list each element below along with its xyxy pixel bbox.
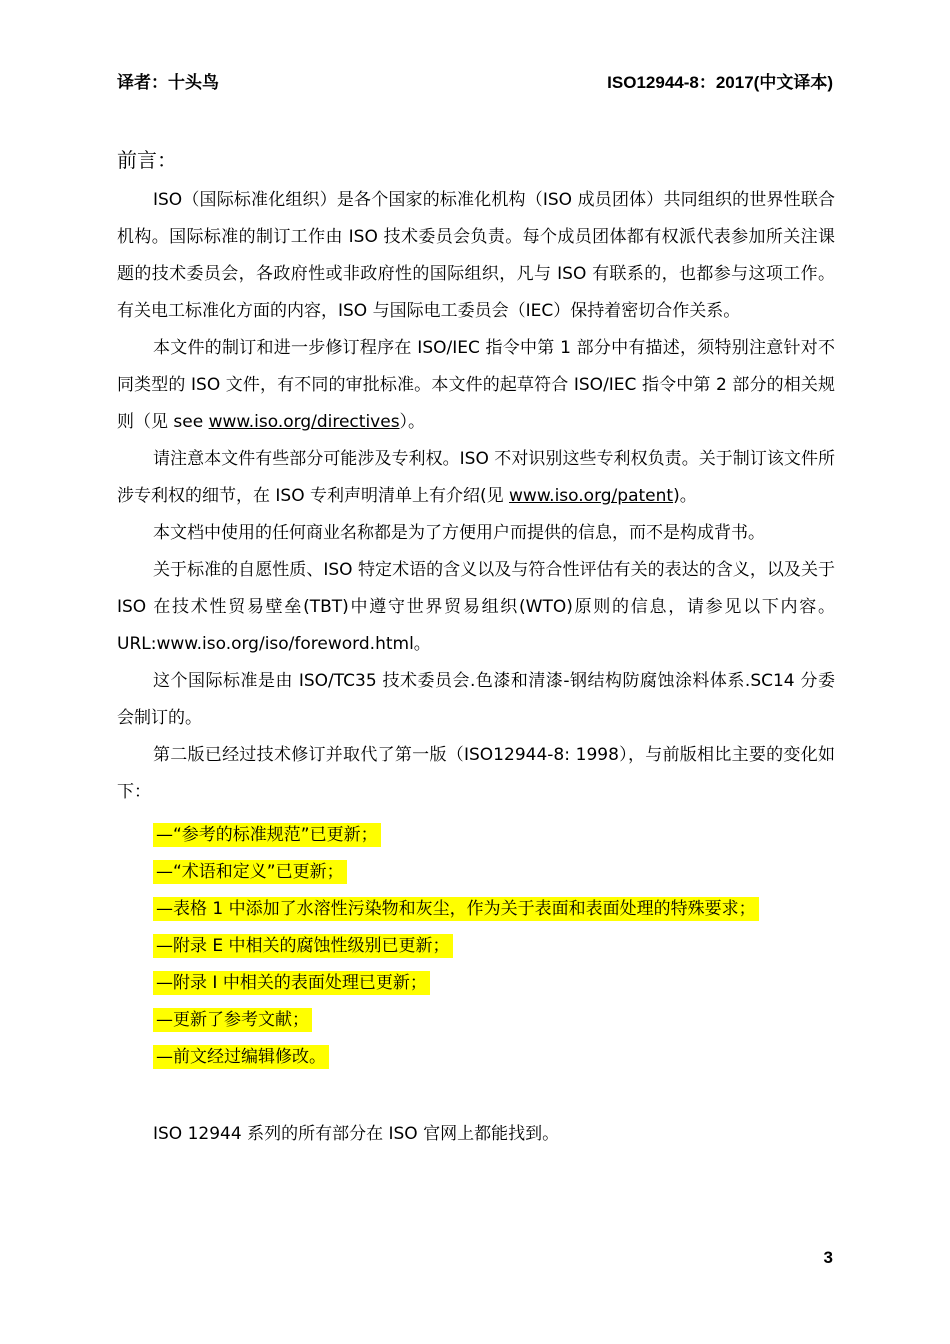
- paragraph-iso-intro: ISO（国际标准化组织）是各个国家的标准化机构（ISO 成员团体）共同组织的世界性联合机构。国际标准的制订工作由 ISO 技术委员会负责。每个成员团体都有权派代表参加所关注课题的技术委员会，各政府性或非政府性的国际组织，凡与 ISO 有联系的，也都参与这项工作。有关电工标准化方面的内容，ISO 与国际电工委员会（IEC）保持着密切合作关系。: [117, 190, 835, 321]
- change-item: —附录 E 中相关的腐蚀性级别已更新；: [117, 928, 835, 965]
- paragraph-patent: [117, 441, 835, 515]
- changes-list: [117, 817, 835, 1076]
- change-item: —“术语和定义”已更新；: [117, 854, 835, 891]
- paragraph-directives: [117, 330, 835, 441]
- paragraph-directives-text: 本文件的制订和进一步修订程序在 ISO/IEC 指令中第 1 部分中有描述，须特别注意针对不同类型的 ISO 文件，有不同的审批标准。本文件的起草符合 ISO/IEC 指令中第 2 部分的相关规则（见 see: [117, 338, 835, 432]
- paragraph-committee: 这个国际标准是由 ISO/TC35 技术委员会.色漆和清漆-钢结构防腐蚀涂料体系.SC14 分委会制订的。: [117, 671, 835, 728]
- patent-link[interactable]: www.iso.org/patent: [509, 486, 674, 506]
- change-item: —表格 1 中添加了水溶性污染物和灰尘，作为关于表面和表面处理的特殊要求；: [117, 891, 835, 928]
- paragraph-second-edition: 第二版已经过技术修订并取代了第一版（ISO12944-8: 1998），与前版相比主要的变化如下：: [117, 745, 835, 802]
- foreword-section: [117, 146, 835, 1153]
- paragraph-patent-text: 请注意本文件有些部分可能涉及专利权。ISO 不对识别这些专利权负责。关于制订该文件所涉专利权的细节，在 ISO 专利声明清单上有介绍(见: [117, 449, 835, 506]
- change-item: —附录 I 中相关的表面处理已更新；: [117, 965, 835, 1002]
- paragraph-directives-tail: ）。: [399, 412, 426, 432]
- paragraph-series-note: ISO 12944 系列的所有部分在 ISO 官网上都能找到。: [153, 1124, 560, 1144]
- paragraph-trade-names: 本文档中使用的任何商业名称都是为了方便用户而提供的信息，而不是构成背书。: [153, 523, 765, 543]
- header-translator: 译者：十头鸟: [117, 73, 219, 93]
- change-item: —“参考的标准规范”已更新；: [117, 817, 835, 854]
- section-title: 前言：: [117, 148, 177, 172]
- directives-link[interactable]: www.iso.org/directives: [208, 412, 400, 432]
- header-doc-id: ISO12944-8：2017(中文译本): [607, 73, 833, 92]
- change-item: —前文经过编辑修改。: [117, 1039, 835, 1076]
- change-item: —更新了参考文献；: [117, 1002, 835, 1039]
- page-number: 3: [823, 1248, 833, 1267]
- paragraph-voluntary-nature: 关于标准的自愿性质、ISO 特定术语的含义以及与符合性评估有关的表达的含义，以及关于 ISO 在技术性贸易壁垒(TBT)中遵守世界贸易组织(WTO)原则的信息，请参见以下内容。URL:www.iso.org/iso/foreword.html。: [117, 560, 835, 654]
- paragraph-patent-tail: )。: [673, 486, 697, 506]
